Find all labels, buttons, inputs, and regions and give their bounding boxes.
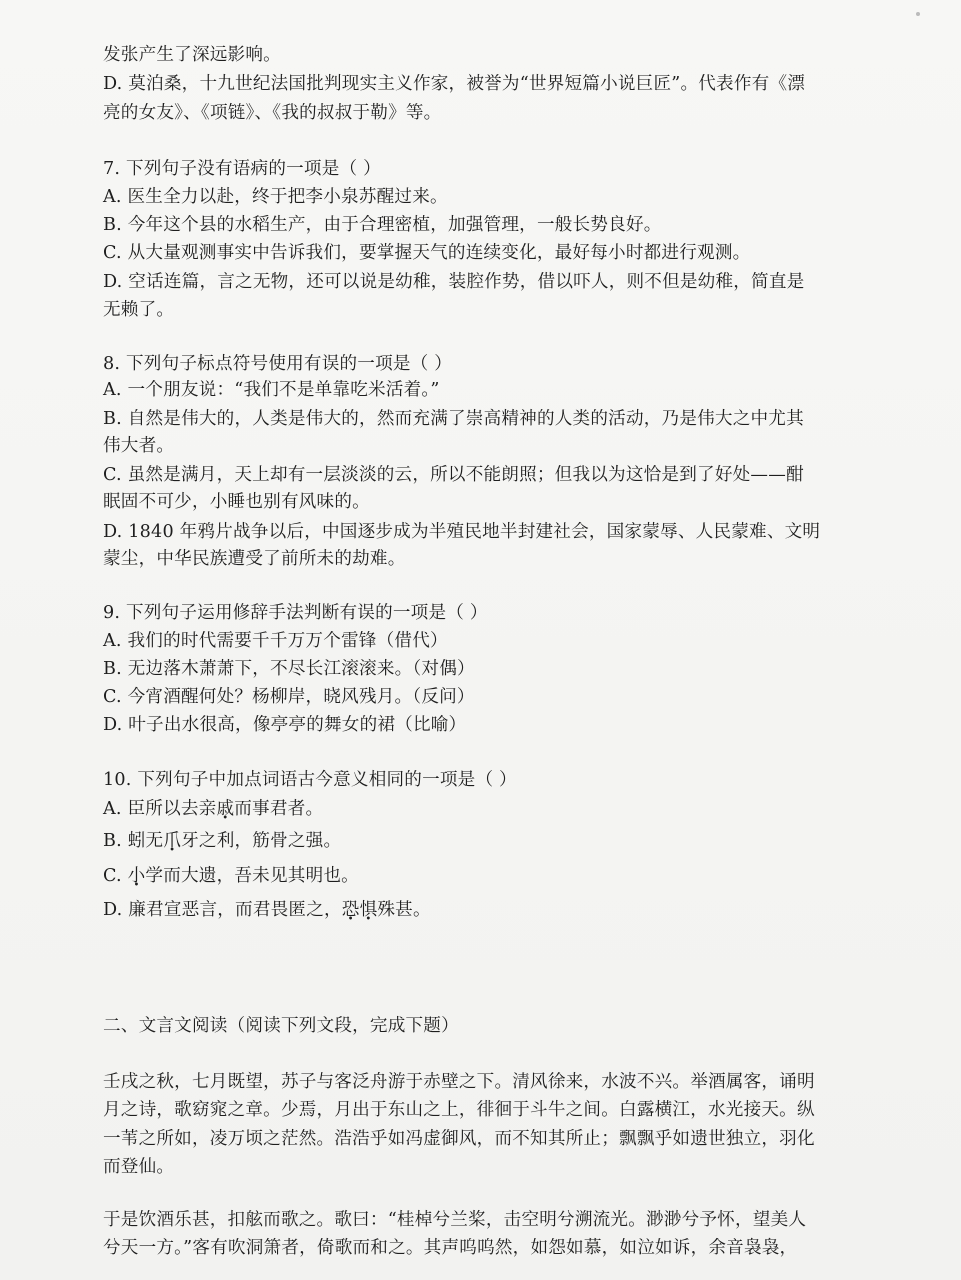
q10-b-suffix: 牙之利，筋骨之强。 bbox=[181, 831, 342, 851]
q9-option-b: B. 无边落木萧萧下，不尽长江滚滚来。（对偶） bbox=[103, 659, 475, 679]
q6-continuation: 发张产生了深远影响。 bbox=[103, 45, 281, 65]
q10-stem: 10. 下列句子中加点词语古今意义相同的一项是（ ） bbox=[103, 770, 517, 790]
q8-option-d-line2: 蒙尘，中华民族遭受了前所未的劫难。 bbox=[103, 549, 406, 569]
passage-p1-line4: 而登仙。 bbox=[103, 1157, 175, 1177]
q9-option-a: A. 我们的时代需要千千万万个雷锋（借代） bbox=[103, 631, 448, 651]
q10-b-prefix: B. 蚓无 bbox=[103, 831, 164, 851]
q8-option-a: A. 一个朋友说：“我们不是单靠吃米活着。” bbox=[103, 380, 440, 400]
q8-option-b-line1: B. 自然是伟大的，人类是伟大的，然而充满了崇高精神的人类的活动，乃是伟大之中尤其 bbox=[103, 409, 804, 429]
q10-c-emphasized-word: 小 bbox=[127, 866, 146, 886]
passage-p1-line3: 一苇之所如，凌万顷之茫然。浩浩乎如冯虚御风，而不知其所止；飘飘乎如遗世独立，羽化 bbox=[103, 1129, 815, 1149]
q9-option-c: C. 今宵酒醒何处？杨柳岸，晓风残月。（反问） bbox=[103, 687, 475, 707]
q10-a-prefix: A. 臣所以去亲 bbox=[103, 799, 217, 819]
q7-option-b: B. 今年这个县的水稻生产，由于合理密植，加强管理，一般长势良好。 bbox=[103, 215, 662, 235]
q10-d-emphasized-word-1: 恐 bbox=[341, 900, 360, 920]
q10-b-emphasized-word: 爪 bbox=[163, 831, 182, 851]
q10-d-emphasized-word-2: 惧 bbox=[359, 900, 378, 920]
q10-c-suffix: 学而大遗，吾未见其明也。 bbox=[145, 866, 359, 886]
q9-option-d: D. 叶子出水很高，像亭亭的舞女的裙（比喻） bbox=[103, 715, 467, 735]
q7-stem: 7. 下列句子没有语病的一项是（ ） bbox=[103, 159, 381, 179]
q10-option-d bbox=[103, 898, 431, 922]
q8-option-c-line1: C. 虽然是满月，天上却有一层淡淡的云，所以不能朗照；但我以为这恰是到了好处——酣 bbox=[103, 465, 804, 485]
q10-d-suffix: 殊甚。 bbox=[377, 900, 431, 920]
q7-option-a: A. 医生全力以赴，终于把李小泉苏醒过来。 bbox=[103, 187, 448, 207]
q8-stem: 8. 下列句子标点符号使用有误的一项是（ ） bbox=[103, 354, 453, 374]
q6-option-d-line2: 亮的女友》、《项链》、《我的叔叔于勒》等。 bbox=[103, 103, 442, 123]
q9-stem: 9. 下列句子运用修辞手法判断有误的一项是（ ） bbox=[103, 603, 488, 623]
passage-p1-line2: 月之诗，歌窈窕之章。少焉，月出于东山之上，徘徊于斗牛之间。白露横江，水光接天。纵 bbox=[103, 1100, 815, 1120]
q7-option-d-line1: D. 空话连篇，言之无物，还可以说是幼稚，装腔作势，借以吓人，则不但是幼稚，简直是 bbox=[103, 272, 805, 292]
passage-p2-line1: 于是饮酒乐甚，扣舷而歌之。歌曰：“桂棹兮兰桨，击空明兮溯流光。渺渺兮予怀，望美人 bbox=[103, 1210, 807, 1230]
q8-option-d-line1: D. 1840 年鸦片战争以后，中国逐步成为半殖民地半封建社会，国家蒙辱、人民蒙难、文明 bbox=[103, 522, 821, 542]
section2-title: 二、文言文阅读（阅读下列文段，完成下题） bbox=[103, 1016, 459, 1036]
q7-option-d-line2: 无赖了。 bbox=[103, 300, 175, 320]
q10-option-b bbox=[103, 829, 341, 853]
q10-c-prefix: C. bbox=[103, 866, 128, 886]
q10-d-prefix: D. 廉君宣恶言，而君畏匿之， bbox=[103, 900, 342, 920]
q7-option-c: C. 从大量观测事实中告诉我们，要掌握天气的连续变化，最好每小时都进行观测。 bbox=[103, 243, 751, 263]
scan-dot bbox=[916, 12, 920, 16]
q10-a-suffix: 而事君者。 bbox=[234, 799, 324, 819]
passage-p1-line1: 壬戌之秋，七月既望，苏子与客泛舟游于赤壁之下。清风徐来，水波不兴。举酒属客，诵明 bbox=[103, 1072, 815, 1092]
q8-option-c-line2: 眠固不可少，小睡也别有风味的。 bbox=[103, 492, 370, 512]
q6-option-d-line1: D. 莫泊桑，十九世纪法国批判现实主义作家，被誉为“世界短篇小说巨匠”。代表作有《漂 bbox=[103, 74, 806, 94]
q10-option-c bbox=[103, 864, 359, 888]
passage-p2-line2: 兮天一方。”客有吹洞箫者，倚歌而和之。其声呜呜然，如怨如慕，如泣如诉，余音袅袅， bbox=[103, 1238, 798, 1258]
q10-a-emphasized-word: 戚 bbox=[216, 799, 235, 819]
q8-option-b-line2: 伟大者。 bbox=[103, 436, 175, 456]
q10-option-a bbox=[103, 797, 323, 821]
